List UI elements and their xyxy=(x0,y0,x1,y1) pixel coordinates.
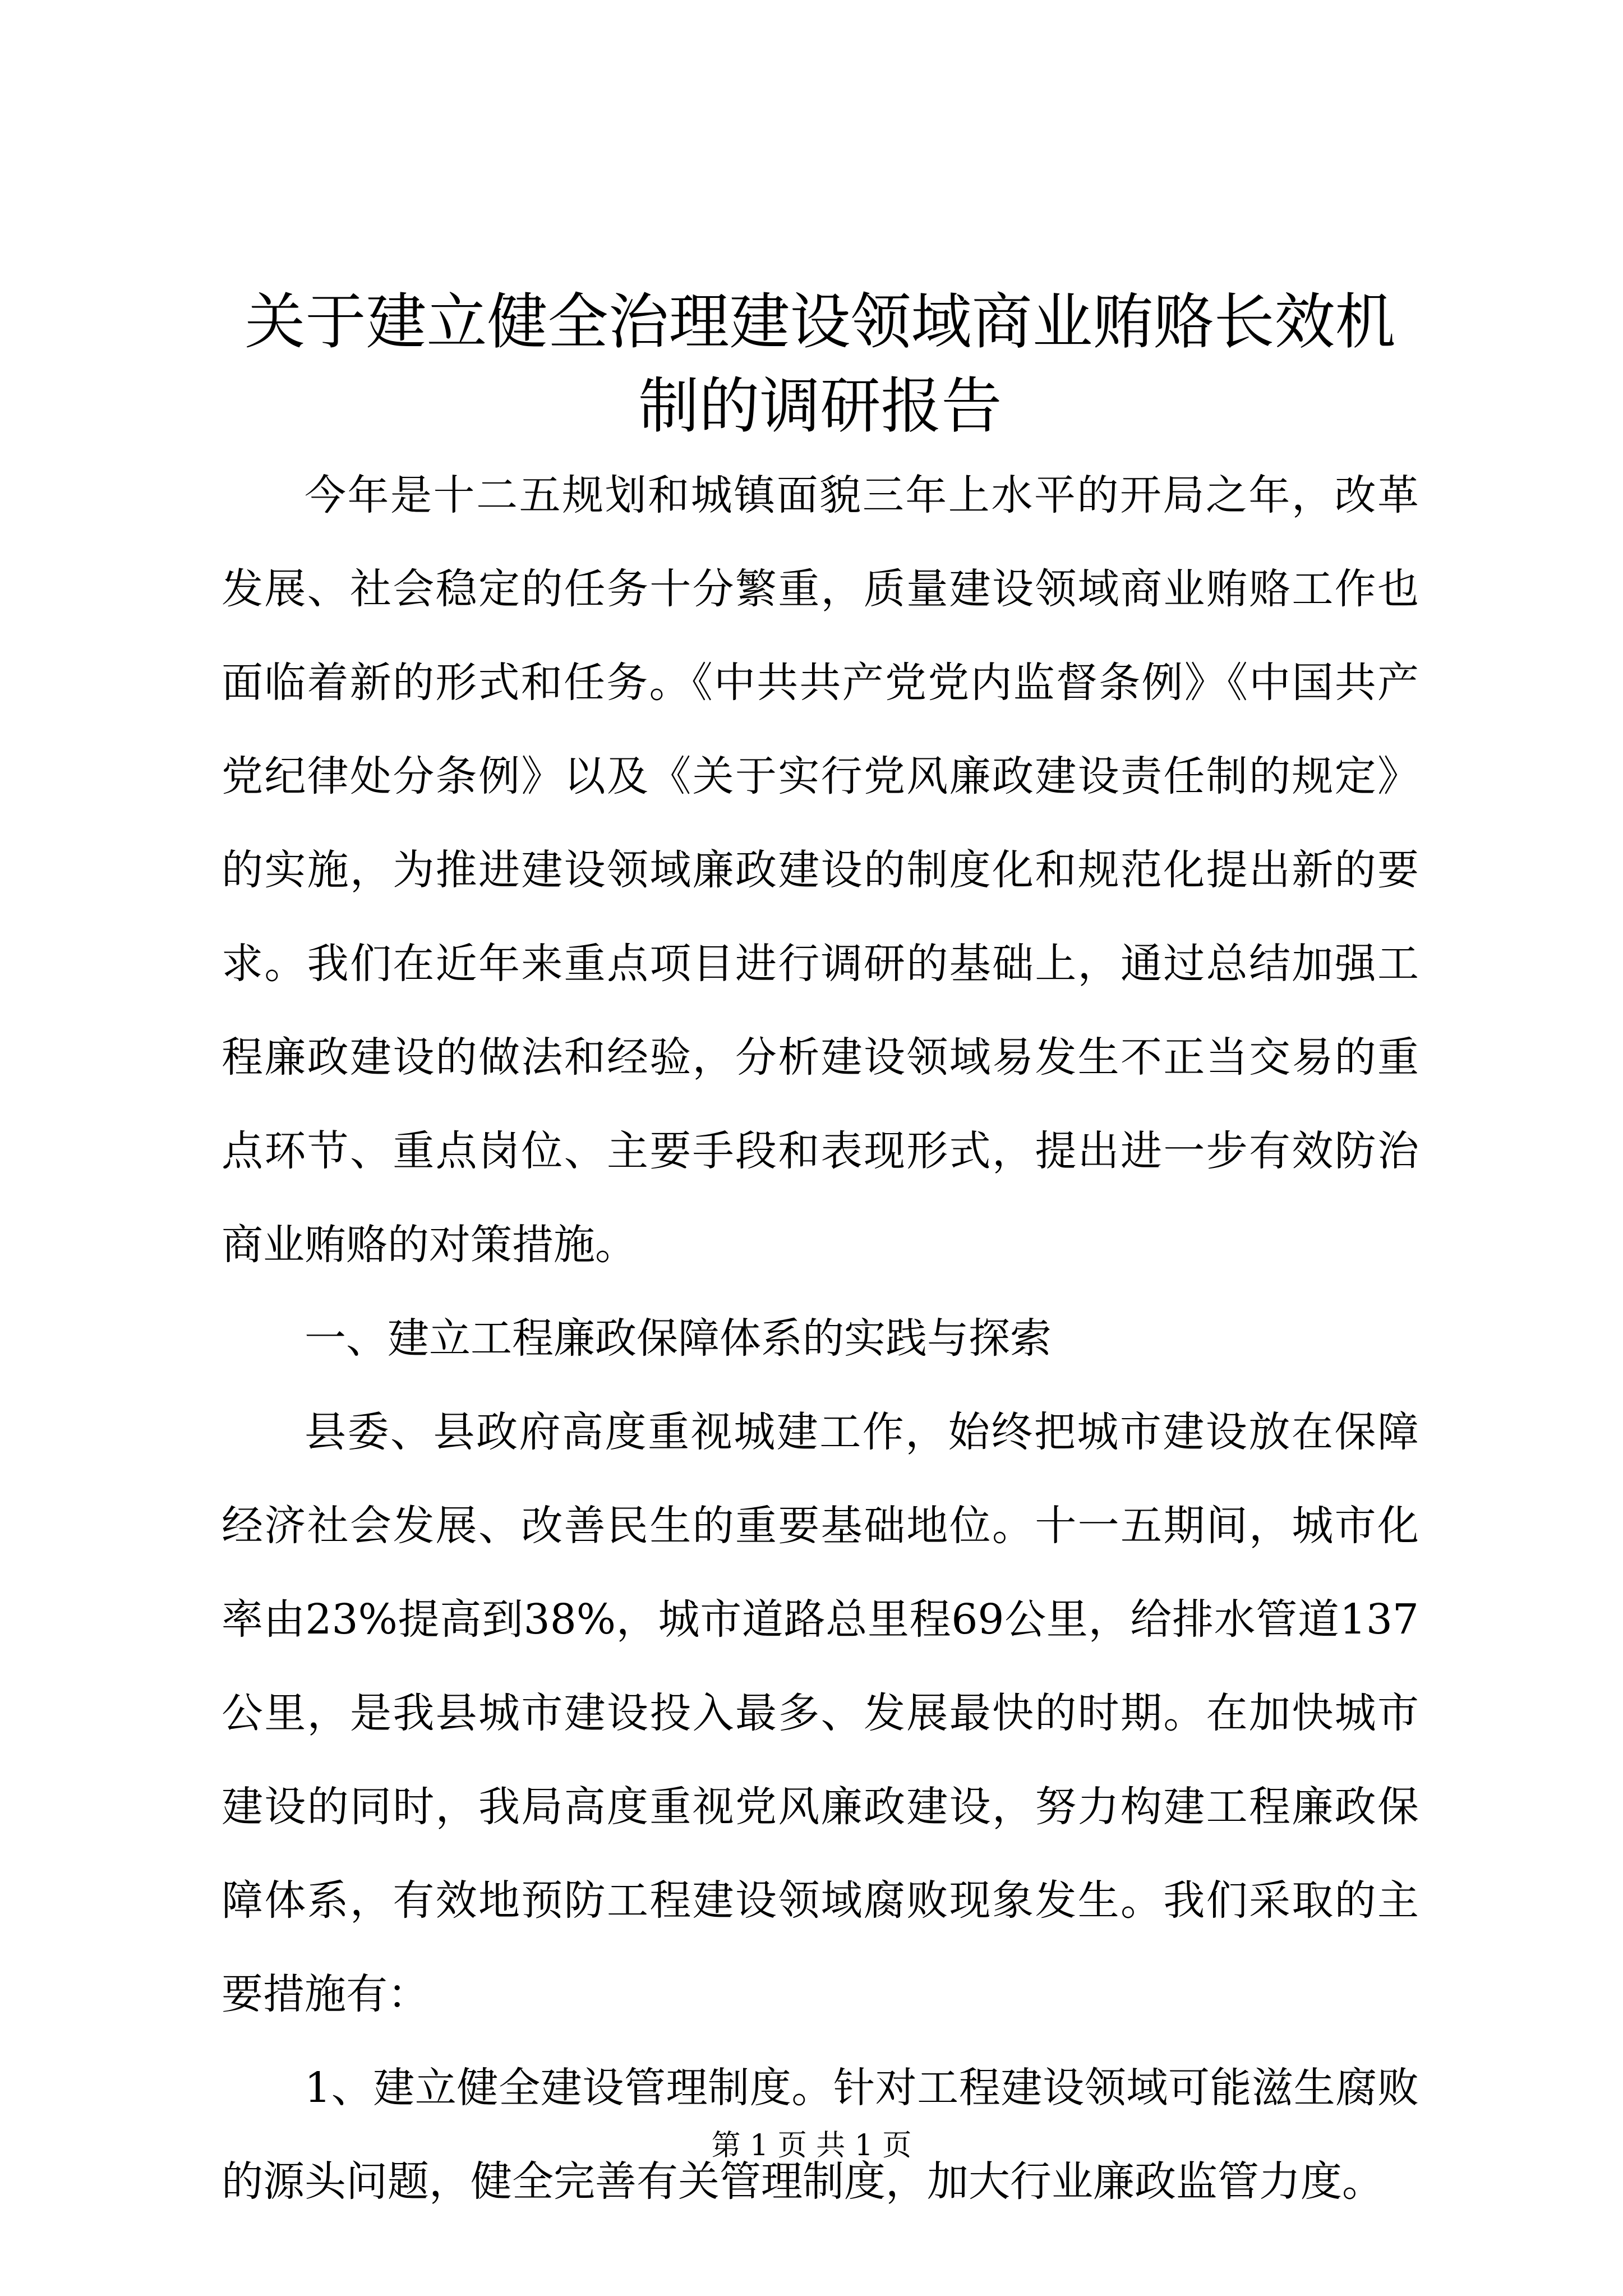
section-heading-1: 一、建立工程廉政保障体系的实践与探索 xyxy=(305,1314,1052,1363)
page-footer: 第 1 页 共 1 页 xyxy=(711,2129,912,2162)
document-body xyxy=(222,280,1419,2229)
paragraph-measure-1: 1、建立健全建设管理制度。针对工程建设领域可能滋生腐败的源头问题，健全完善有关管理制度，加大行业廉政监管力度。 xyxy=(222,2064,1419,2206)
paragraph-intro: 今年是十二五规划和城镇面貌三年上水平的开局之年，改革发展、社会稳定的任务十分繁重，质量建设领域商业贿赂工作也面临着新的形式和任务。《中共共产党党内监督条例》《中国共产党纪律处分条例》以及《关于实行党风廉政建设责任制的规定》的实施，为推进建设领域廉政建设的制度化和规范化提出新的要求。我们在近年来重点项目进行调研的基础上，通过总结加强工程廉政建设的做法和经验，分析建设领域易发生不正当交易的重点环节、重点岗位、主要手段和表现形式，提出进一步有效防治商业贿赂的对策措施。 xyxy=(222,471,1419,1269)
paragraph-section-1: 县委、县政府高度重视城建工作，始终把城市建设放在保障经济社会发展、改善民生的重要基础地位。十一五期间，城市化率由23%提高到38%，城市道路总里程69公里，给排水管道137公里，是我县城市建设投入最多、发展最快的时期。在加快城市建设的同时，我局高度重视党风廉政建设，努力构建工程廉政保障体系，有效地预防工程建设领域腐败现象发生。我们采取的主要措施有： xyxy=(222,1408,1419,2018)
document-title: 关于建立健全治理建设领域商业贿赂长效机制的调研报告 xyxy=(245,287,1396,441)
